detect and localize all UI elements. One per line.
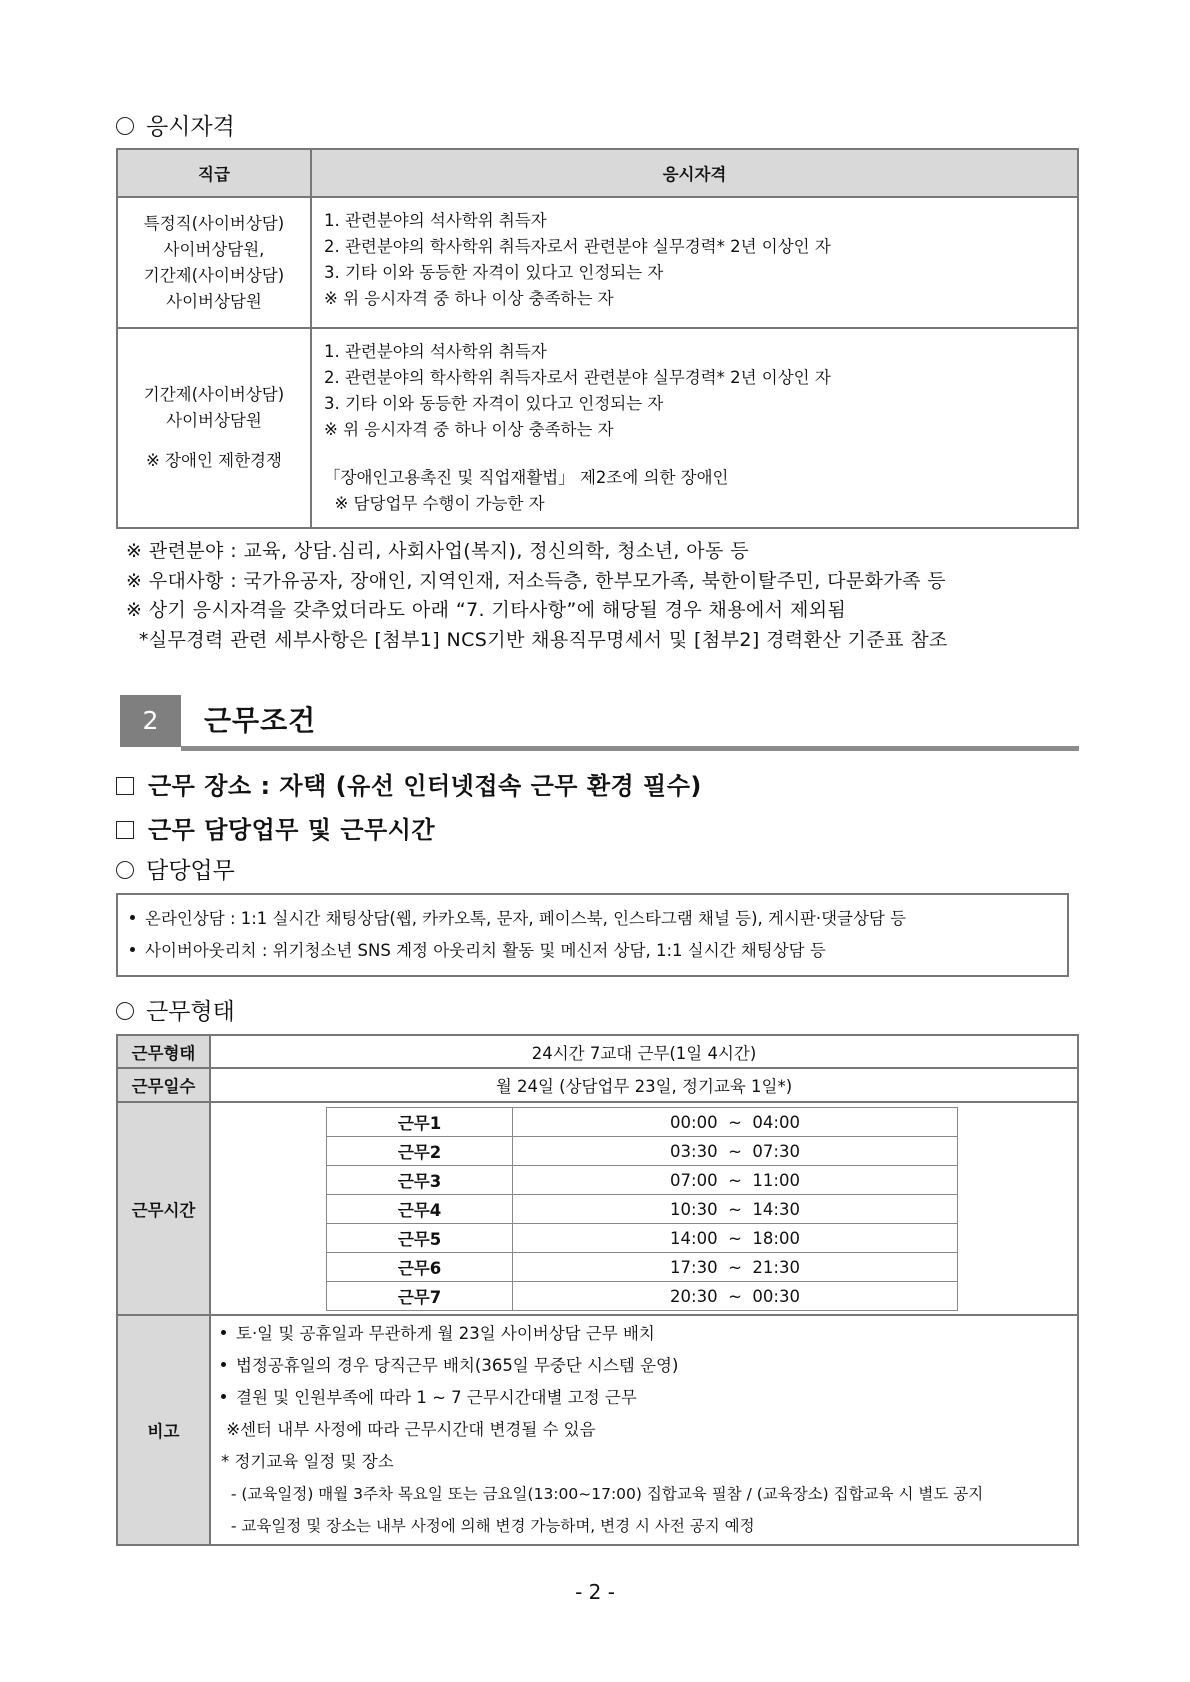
work-location-item: 근무 장소 : 자택 (유선 인터넷접속 근무 환경 필수): [116, 766, 702, 801]
eligibility-heading: 응시자격: [116, 108, 235, 141]
section-number: 2: [120, 695, 181, 747]
work-days-value: 월 24일 (상담업무 23일, 정기교육 1일*): [210, 1068, 1078, 1102]
shift-schedule-table: [326, 1107, 958, 1311]
circle-bullet-icon: [116, 1002, 134, 1020]
shift-row: 근무6 17:30 ~ 21:30: [327, 1253, 958, 1282]
work-type-heading: 근무형태: [116, 993, 235, 1026]
table-row: [117, 197, 1078, 328]
bullet-icon: [130, 947, 135, 952]
section-rule: [181, 746, 1079, 751]
work-type-label: 근무형태: [117, 1035, 210, 1068]
table-header-row: [117, 149, 1078, 197]
header-rank: 직급: [117, 149, 311, 197]
remarks-cell: 토·일 및 공휴일과 무관하게 월 23일 사이버상담 근무 배치 법정공휴일의 경우 당직근무 배치(365일 무중단 시스템 운영) 결원 및 인원부족에 따라 1 ~ 7 근무시간대별 고정 근무 ※센터 내부 사정에 따라 근무시간대 변경될 수 있음 * 정기교육 일정 및 장소 - (교육일정) 매월 3주차 목요일 또는 금요일(13:00~17:00) 집합교육 필참 / (교육장소) 집합교육 시 별도 공지 - 교육일정 및 장소는 내부 사정에 의해 변경 가능하며, 변경 시 사전 공지 예정: [210, 1315, 1078, 1545]
circle-bullet-icon: [116, 117, 134, 135]
list-item: 사이버아웃리치 : 위기청소년 SNS 계정 아웃리치 활동 및 메신저 상담, 1:1 실시간 채팅상담 등: [130, 935, 1055, 967]
shift-row: 근무2 03:30 ~ 07:30: [327, 1137, 958, 1166]
eligibility-table: [116, 148, 1079, 529]
shift-row: 근무5 14:00 ~ 18:00: [327, 1224, 958, 1253]
rank-cell: 특정직(사이버상담) 사이버상담원, 기간제(사이버상담) 사이버상담원: [117, 197, 311, 328]
work-type-value: 24시간 7교대 근무(1일 4시간): [210, 1035, 1078, 1068]
bullet-icon: [221, 1362, 226, 1367]
table-row: [117, 1102, 1078, 1315]
bullet-icon: [221, 1394, 226, 1399]
shift-row: 근무4 10:30 ~ 14:30: [327, 1195, 958, 1224]
square-bullet-icon: [116, 821, 134, 839]
shift-row: 근무1 00:00 ~ 04:00: [327, 1108, 958, 1137]
square-bullet-icon: [116, 777, 134, 795]
table-row: [117, 1035, 1078, 1068]
bullet-icon: [130, 915, 135, 920]
requirement-cell: 1. 관련분야의 석사학위 취득자 2. 관련분야의 학사학위 취득자로서 관련분야 실무경력* 2년 이상인 자 3. 기타 이와 동등한 자격이 있다고 인정되는 자 ※ 위 응시자격 중 하나 이상 충족하는 자: [311, 197, 1078, 328]
list-item: 결원 및 인원부족에 따라 1 ~ 7 근무시간대별 고정 근무: [221, 1382, 1067, 1414]
work-conditions-table: [116, 1034, 1079, 1546]
shift-row: 근무3 07:00 ~ 11:00: [327, 1166, 958, 1195]
table-row: [117, 1315, 1078, 1545]
table-row: [117, 328, 1078, 528]
section-title: 근무조건: [204, 704, 317, 737]
eligibility-notes: ※ 관련분야 : 교육, 상담.심리, 사회사업(복지), 정신의학, 청소년, 아동 등 ※ 우대사항 : 국가유공자, 장애인, 지역인재, 저소득층, 한부모가족, 북한이탈주민, 다문화가족 등 ※ 상기 응시자격을 갖추었더라도 아래 “7. 기타사항”에 해당될 경우 채용에서 제외됨 *실무경력 관련 세부사항은 [첨부1] NCS기반 채용직무명세서 및 [첨부2] 경력환산 기준표 참조: [126, 540, 948, 651]
duties-box: [116, 893, 1069, 977]
work-hours-cell: [210, 1102, 1078, 1315]
section-heading: [120, 695, 1079, 751]
header-requirement: 응시자격: [311, 149, 1078, 197]
circle-bullet-icon: [116, 861, 134, 879]
remarks-label: 비고: [117, 1315, 210, 1545]
work-days-label: 근무일수: [117, 1068, 210, 1102]
list-item: 토·일 및 공휴일과 무관하게 월 23일 사이버상담 근무 배치: [221, 1318, 1067, 1350]
rank-cell: 기간제(사이버상담) 사이버상담원 ※ 장애인 제한경쟁: [117, 328, 311, 528]
table-row: [117, 1068, 1078, 1102]
duties-heading: 담당업무: [116, 852, 235, 885]
requirement-cell: 1. 관련분야의 석사학위 취득자 2. 관련분야의 학사학위 취득자로서 관련분야 실무경력* 2년 이상인 자 3. 기타 이와 동등한 자격이 있다고 인정되는 자 ※ 위 응시자격 중 하나 이상 충족하는 자 「장애인고용촉진 및 직업재활법」 제2조에 의한 장애인 ※ 담당업무 수행이 가능한 자: [311, 328, 1078, 528]
shift-row: 근무7 20:30 ~ 00:30: [327, 1282, 958, 1311]
list-item: 법정공휴일의 경우 당직근무 배치(365일 무중단 시스템 운영): [221, 1350, 1067, 1382]
list-item: 온라인상담 : 1:1 실시간 채팅상담(웹, 카카오톡, 문자, 페이스북, 인스타그램 채널 등), 게시판·댓글상담 등: [130, 903, 1055, 935]
page-number: - 2 -: [575, 1580, 615, 1604]
work-hours-label: 근무시간: [117, 1102, 210, 1315]
duties-hours-item: 근무 담당업무 및 근무시간: [116, 810, 435, 845]
bullet-icon: [221, 1330, 226, 1335]
